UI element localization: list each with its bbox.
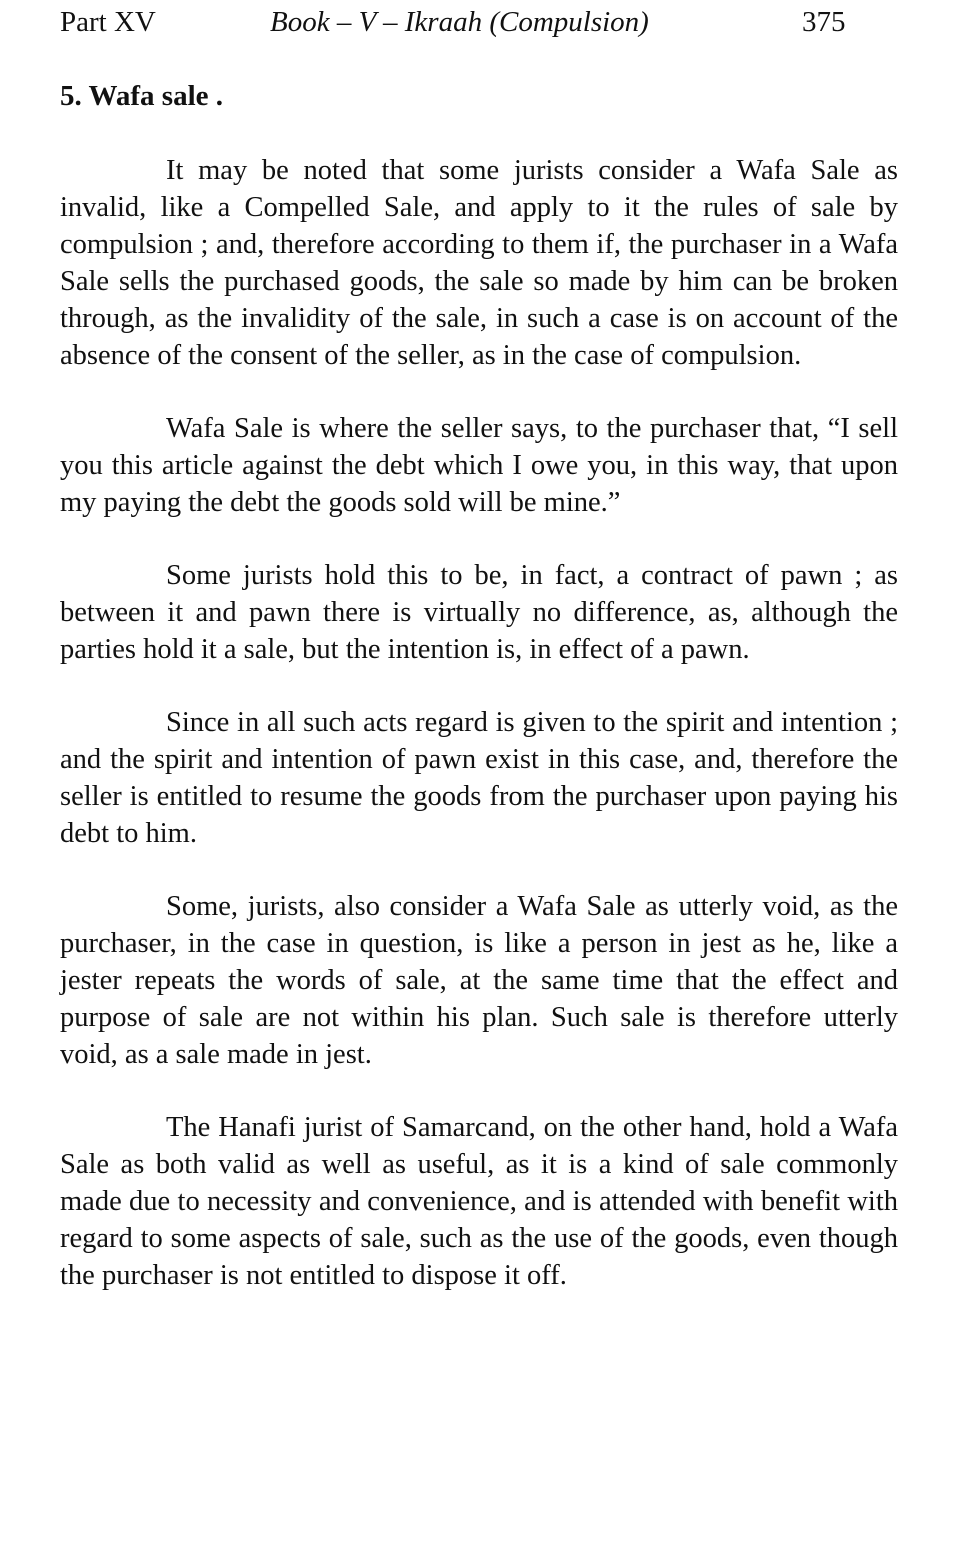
page-number: 375	[802, 6, 846, 38]
paragraph: Some, jurists, also consider a Wafa Sale as utterly void, as the purchaser, in the case in question, is like a person in jest as he, like a jester repeats the words of sale, at the same time that the effect and purpose of sale are not within his plan. Such sale is therefore utterly void, as a sale made in jest.	[60, 891, 898, 1070]
paragraph: Some jurists hold this to be, in fact, a contract of pawn ; as between it and pawn there is virtually no difference, as, although the parties hold it a sale, but the intention is, in effect of a pawn.	[60, 560, 898, 665]
body-text	[60, 152, 898, 1330]
paragraph: The Hanafi jurist of Samarcand, on the other hand, hold a Wafa Sale as both valid as well as useful, as it is a kind of sale commonly made due to necessity and convenience, and is attended with benefit with regard to some aspects of sale, such as the use of the goods, even though the purchaser is not entitled to dispose it off.	[60, 1112, 898, 1291]
paragraph: Since in all such acts regard is given to the spirit and intention ; and the spirit and intention of pawn exist in this case, and, therefore the seller is entitled to resume the goods from the purchaser upon paying his debt to him.	[60, 707, 898, 849]
paragraph: It may be noted that some jurists consider a Wafa Sale as invalid, like a Compelled Sale, and apply to it the rules of sale by compulsion ; and, therefore according to them if, the purchaser in a Wafa Sale sells the purchased goods, the sale so made by him can be broken through, as the invalidity of the sale, in such a case is on account of the absence of the consent of the seller, as in the case of compulsion.	[60, 155, 898, 371]
paragraph: Wafa Sale is where the seller says, to the purchaser that, “I sell you this article against the debt which I owe you, in this way, that upon my paying the debt the goods sold will be mine.”	[60, 413, 898, 518]
header-part: Part XV	[60, 6, 156, 38]
section-title: 5. Wafa sale .	[60, 80, 223, 112]
header-book-title: Book – V – Ikraah (Compulsion)	[270, 6, 649, 38]
running-header	[60, 2, 900, 42]
